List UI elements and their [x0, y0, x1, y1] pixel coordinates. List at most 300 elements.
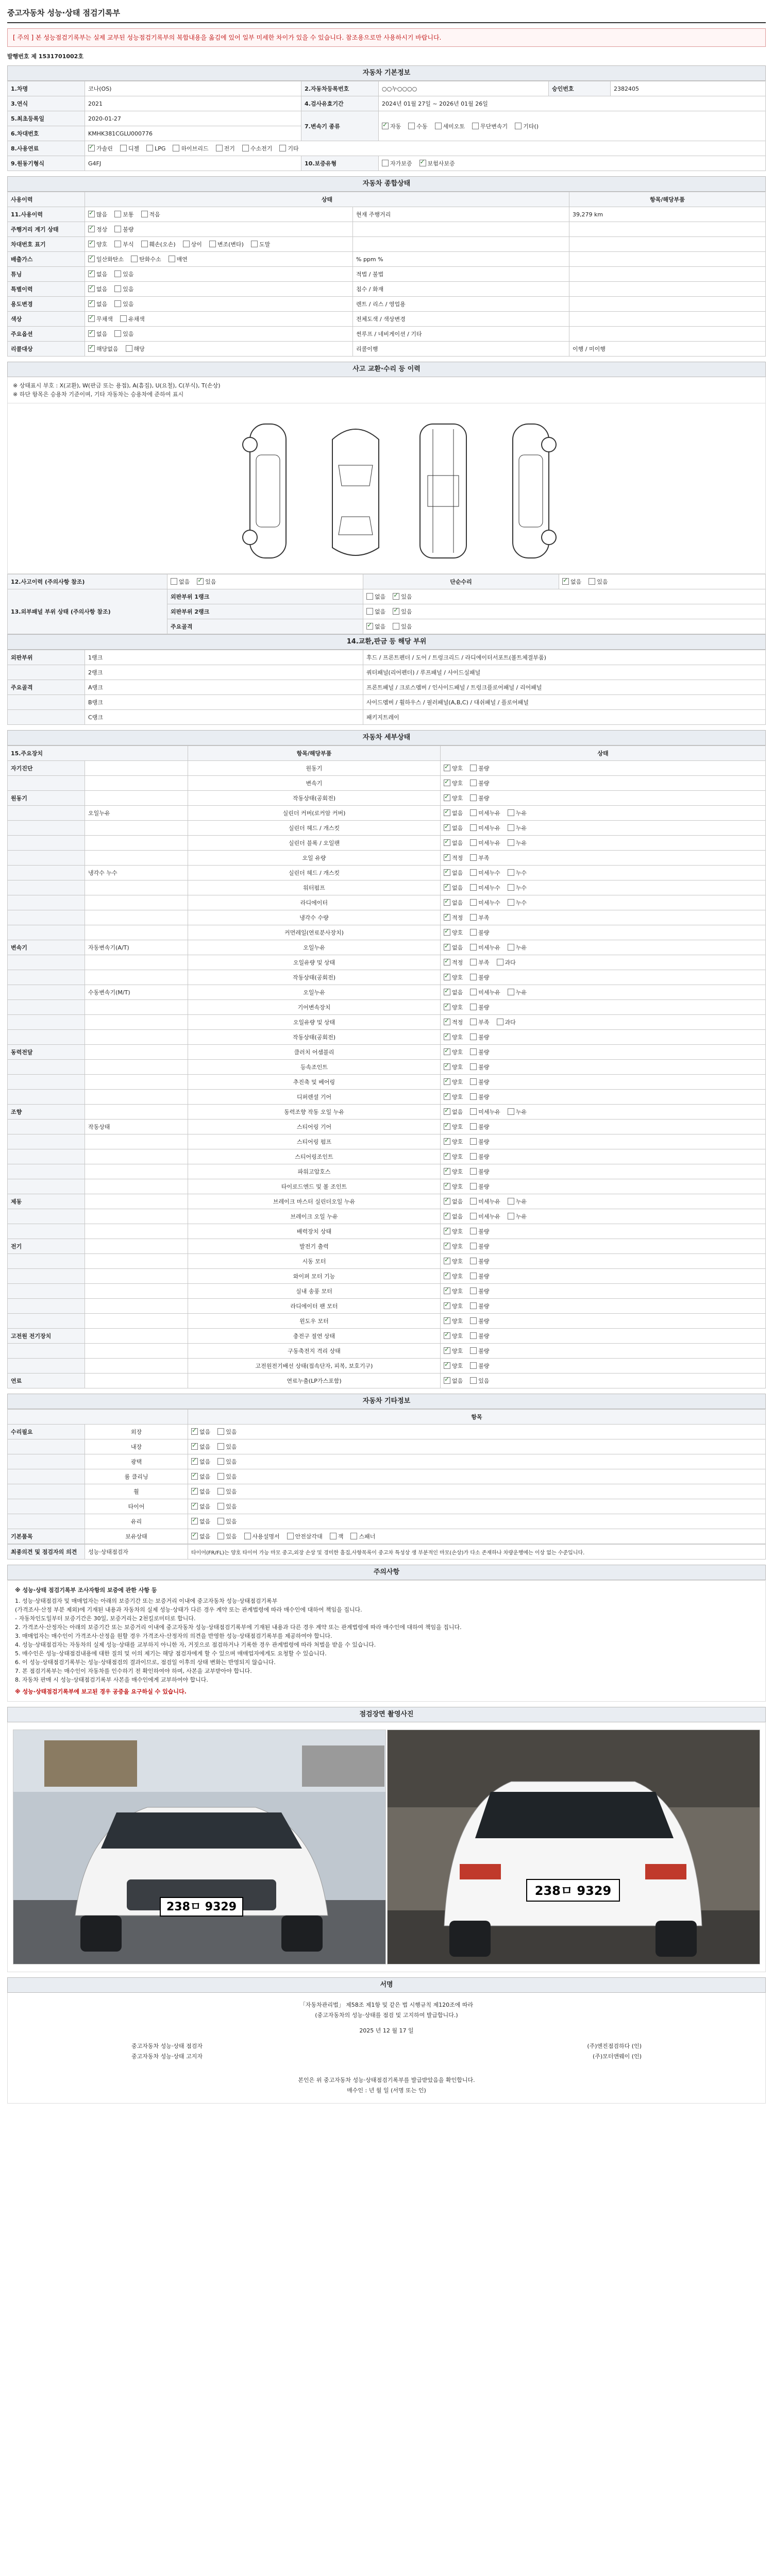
checkbox-icon[interactable]: [88, 285, 95, 292]
checkbox-icon[interactable]: [508, 944, 514, 951]
checkbox-option[interactable]: 과다: [497, 1018, 516, 1026]
checkbox-icon[interactable]: [470, 1302, 477, 1309]
checkbox-icon[interactable]: [508, 884, 514, 891]
checkbox-option[interactable]: 누유: [508, 988, 527, 996]
checkbox-icon[interactable]: [191, 1428, 198, 1435]
checkbox-option[interactable]: 과다: [497, 958, 516, 967]
checkbox-icon[interactable]: [444, 1377, 450, 1384]
checkbox-option[interactable]: 불량: [470, 1242, 489, 1250]
checkbox-icon[interactable]: [470, 899, 477, 906]
checkbox-icon[interactable]: [88, 145, 95, 151]
checkbox-icon[interactable]: [444, 959, 450, 965]
checkbox-option[interactable]: 불량: [470, 1063, 489, 1071]
checkbox-icon[interactable]: [470, 1287, 477, 1294]
checkbox-icon[interactable]: [508, 1213, 514, 1219]
checkbox-icon[interactable]: [366, 608, 373, 615]
checkbox-icon[interactable]: [444, 794, 450, 801]
checkbox-option[interactable]: 하이브리드: [173, 144, 208, 152]
checkbox-icon[interactable]: [114, 330, 121, 337]
checkbox-option[interactable]: 누수: [508, 884, 527, 892]
checkbox-option[interactable]: ✓ 없음: [88, 285, 107, 293]
checkbox-icon[interactable]: [470, 1258, 477, 1264]
checkbox-option[interactable]: ✓ 많음: [88, 210, 107, 218]
checkbox-icon[interactable]: [444, 1362, 450, 1369]
checkbox-option[interactable]: ✓ 양호: [444, 1287, 463, 1295]
checkbox-icon[interactable]: [393, 608, 399, 615]
checkbox-icon[interactable]: [444, 869, 450, 876]
checkbox-option[interactable]: 불량: [470, 1048, 489, 1056]
checkbox-icon[interactable]: [444, 824, 450, 831]
checkbox-icon[interactable]: [497, 1019, 503, 1025]
checkbox-icon[interactable]: [444, 1153, 450, 1160]
checkbox-icon[interactable]: [444, 765, 450, 771]
checkbox-icon[interactable]: [244, 1533, 251, 1539]
checkbox-icon[interactable]: [393, 593, 399, 600]
checkbox-icon[interactable]: [408, 123, 415, 129]
checkbox-option[interactable]: ✓ 양호: [444, 1332, 463, 1340]
checkbox-icon[interactable]: [171, 578, 177, 585]
checkbox-icon[interactable]: [472, 123, 479, 129]
checkbox-option[interactable]: 불량: [470, 1033, 489, 1041]
checkbox-icon[interactable]: [191, 1443, 198, 1450]
checkbox-option[interactable]: 있음: [217, 1487, 237, 1496]
checkbox-option[interactable]: 수소전기: [242, 144, 273, 152]
checkbox-icon[interactable]: [88, 256, 95, 262]
checkbox-icon[interactable]: [146, 145, 153, 151]
checkbox-option[interactable]: 누유: [508, 1108, 527, 1116]
checkbox-option[interactable]: 불량: [470, 973, 489, 981]
checkbox-icon[interactable]: [470, 1078, 477, 1085]
checkbox-icon[interactable]: [470, 1347, 477, 1354]
checkbox-option[interactable]: ✓ 양호: [444, 1063, 463, 1071]
checkbox-option[interactable]: 부식: [114, 240, 133, 248]
checkbox-option[interactable]: ✓ 없음: [444, 809, 463, 817]
checkbox-option[interactable]: 불량: [470, 1257, 489, 1265]
checkbox-icon[interactable]: [444, 914, 450, 921]
checkbox-icon[interactable]: [470, 929, 477, 936]
checkbox-option[interactable]: ✓ 양호: [444, 928, 463, 937]
checkbox-icon[interactable]: [444, 1273, 450, 1279]
checkbox-icon[interactable]: [470, 1063, 477, 1070]
checkbox-icon[interactable]: [114, 300, 121, 307]
checkbox-icon[interactable]: [497, 959, 503, 965]
checkbox-icon[interactable]: [444, 1183, 450, 1190]
checkbox-option[interactable]: 미세누유: [470, 809, 500, 817]
checkbox-option[interactable]: ✓ 가솔린: [88, 144, 113, 152]
checkbox-option[interactable]: ✓ 양호: [444, 1182, 463, 1191]
checkbox-option[interactable]: 미세누수: [470, 869, 500, 877]
checkbox-icon[interactable]: [217, 1458, 224, 1465]
checkbox-icon[interactable]: [470, 1198, 477, 1205]
checkbox-icon[interactable]: [251, 241, 258, 247]
checkbox-icon[interactable]: [470, 1362, 477, 1369]
checkbox-icon[interactable]: [470, 839, 477, 846]
checkbox-option[interactable]: 전기: [216, 144, 235, 152]
checkbox-option[interactable]: 기타(): [515, 122, 539, 130]
checkbox-option[interactable]: ✓ 보험사보증: [419, 159, 455, 167]
checkbox-icon[interactable]: [515, 123, 522, 129]
checkbox-option[interactable]: 불량: [470, 1287, 489, 1295]
checkbox-option[interactable]: ✓ 없음: [88, 330, 107, 338]
checkbox-option[interactable]: 훼손(오손): [141, 240, 176, 248]
checkbox-option[interactable]: 해당: [126, 345, 145, 353]
checkbox-option[interactable]: ✓ 없음: [444, 943, 463, 952]
checkbox-option[interactable]: 누유: [508, 943, 527, 952]
checkbox-option[interactable]: 안전삼각대: [287, 1532, 323, 1540]
checkbox-option[interactable]: 상이: [183, 240, 202, 248]
checkbox-icon[interactable]: [209, 241, 216, 247]
checkbox-icon[interactable]: [444, 989, 450, 995]
checkbox-option[interactable]: 무단변속기: [472, 122, 508, 130]
checkbox-option[interactable]: 불량: [470, 1332, 489, 1340]
checkbox-icon[interactable]: [114, 285, 121, 292]
checkbox-option[interactable]: 없음: [171, 578, 190, 586]
checkbox-option[interactable]: 자가보증: [382, 159, 412, 167]
checkbox-icon[interactable]: [131, 256, 138, 262]
checkbox-icon[interactable]: [470, 1138, 477, 1145]
checkbox-option[interactable]: ✓ 적정: [444, 1018, 463, 1026]
checkbox-option[interactable]: 미세누유: [470, 1212, 500, 1221]
checkbox-icon[interactable]: [470, 854, 477, 861]
checkbox-option[interactable]: 있음: [589, 578, 608, 586]
checkbox-icon[interactable]: [217, 1518, 224, 1524]
checkbox-option[interactable]: ✓ 없음: [444, 899, 463, 907]
checkbox-icon[interactable]: [350, 1533, 357, 1539]
checkbox-option[interactable]: ✓ 없음: [191, 1532, 210, 1540]
checkbox-option[interactable]: 누유: [508, 839, 527, 847]
checkbox-option[interactable]: ✓ 정상: [88, 225, 107, 233]
checkbox-icon[interactable]: [173, 145, 179, 151]
checkbox-icon[interactable]: [444, 1048, 450, 1055]
checkbox-option[interactable]: ✓ 양호: [444, 1242, 463, 1250]
checkbox-option[interactable]: ✓ 없음: [562, 578, 581, 586]
checkbox-option[interactable]: ✓ 무채색: [88, 315, 113, 323]
checkbox-option[interactable]: 사용설명서: [244, 1532, 280, 1540]
checkbox-option[interactable]: 불량: [470, 1182, 489, 1191]
checkbox-option[interactable]: 불량: [470, 1093, 489, 1101]
checkbox-option[interactable]: 누유: [508, 1212, 527, 1221]
checkbox-option[interactable]: ✓ 없음: [366, 622, 385, 631]
checkbox-icon[interactable]: [191, 1458, 198, 1465]
checkbox-icon[interactable]: [444, 1138, 450, 1145]
checkbox-icon[interactable]: [444, 1123, 450, 1130]
checkbox-icon[interactable]: [470, 959, 477, 965]
checkbox-icon[interactable]: [217, 1488, 224, 1495]
checkbox-option[interactable]: ✓ 양호: [444, 1153, 463, 1161]
checkbox-option[interactable]: 미세누유: [470, 824, 500, 832]
checkbox-icon[interactable]: [191, 1518, 198, 1524]
checkbox-icon[interactable]: [191, 1533, 198, 1539]
checkbox-icon[interactable]: [508, 1108, 514, 1115]
checkbox-icon[interactable]: [114, 270, 121, 277]
checkbox-icon[interactable]: [470, 1183, 477, 1190]
checkbox-icon[interactable]: [470, 794, 477, 801]
checkbox-option[interactable]: 부족: [470, 913, 489, 922]
checkbox-icon[interactable]: [444, 1228, 450, 1234]
checkbox-option[interactable]: 미세누유: [470, 988, 500, 996]
checkbox-icon[interactable]: [287, 1533, 294, 1539]
checkbox-icon[interactable]: [470, 1004, 477, 1010]
checkbox-option[interactable]: 없음: [366, 592, 385, 601]
checkbox-option[interactable]: ✓ 없음: [191, 1517, 210, 1526]
checkbox-option[interactable]: ✓ 양호: [444, 1123, 463, 1131]
checkbox-icon[interactable]: [444, 884, 450, 891]
checkbox-icon[interactable]: [470, 1123, 477, 1130]
checkbox-option[interactable]: 적음: [141, 210, 160, 218]
checkbox-icon[interactable]: [470, 1317, 477, 1324]
checkbox-option[interactable]: 부족: [470, 854, 489, 862]
checkbox-option[interactable]: 보통: [114, 210, 133, 218]
checkbox-option[interactable]: ✓ 양호: [444, 1227, 463, 1235]
checkbox-option[interactable]: 있음: [217, 1532, 237, 1540]
checkbox-option[interactable]: 디젤: [120, 144, 139, 152]
checkbox-option[interactable]: 미세누유: [470, 943, 500, 952]
checkbox-icon[interactable]: [444, 1243, 450, 1249]
checkbox-icon[interactable]: [444, 809, 450, 816]
checkbox-option[interactable]: 불량: [470, 1078, 489, 1086]
checkbox-icon[interactable]: [470, 809, 477, 816]
checkbox-option[interactable]: 불량: [470, 928, 489, 937]
checkbox-option[interactable]: ✓ 양호: [444, 764, 463, 772]
checkbox-option[interactable]: ✓ 없음: [444, 988, 463, 996]
checkbox-option[interactable]: LPG: [146, 145, 165, 152]
checkbox-icon[interactable]: [217, 1503, 224, 1510]
checkbox-option[interactable]: ✓ 있음: [393, 592, 412, 601]
checkbox-icon[interactable]: [470, 765, 477, 771]
checkbox-icon[interactable]: [470, 1019, 477, 1025]
checkbox-icon[interactable]: [444, 1302, 450, 1309]
checkbox-icon[interactable]: [444, 974, 450, 980]
checkbox-icon[interactable]: [470, 944, 477, 951]
checkbox-icon[interactable]: [470, 884, 477, 891]
checkbox-option[interactable]: 부족: [470, 958, 489, 967]
checkbox-icon[interactable]: [444, 1198, 450, 1205]
checkbox-icon[interactable]: [366, 593, 373, 600]
checkbox-icon[interactable]: [444, 1063, 450, 1070]
checkbox-option[interactable]: ✓ 양호: [444, 1003, 463, 1011]
checkbox-option[interactable]: ✓ 양호: [444, 1078, 463, 1086]
checkbox-icon[interactable]: [242, 145, 249, 151]
checkbox-icon[interactable]: [470, 1273, 477, 1279]
checkbox-icon[interactable]: [88, 270, 95, 277]
checkbox-option[interactable]: 누유: [508, 809, 527, 817]
checkbox-icon[interactable]: [88, 211, 95, 217]
checkbox-option[interactable]: 세미오토: [435, 122, 465, 130]
checkbox-option[interactable]: ✓ 없음: [444, 869, 463, 877]
checkbox-option[interactable]: 불량: [470, 764, 489, 772]
checkbox-option[interactable]: ✓ 없음: [444, 1108, 463, 1116]
checkbox-option[interactable]: ✓ 양호: [88, 240, 107, 248]
checkbox-icon[interactable]: [444, 1258, 450, 1264]
checkbox-icon[interactable]: [444, 1093, 450, 1100]
checkbox-icon[interactable]: [191, 1488, 198, 1495]
checkbox-icon[interactable]: [183, 241, 190, 247]
checkbox-option[interactable]: ✓ 없음: [191, 1487, 210, 1496]
checkbox-option[interactable]: ✓ 자동: [382, 122, 401, 130]
checkbox-option[interactable]: ✓ 양호: [444, 1138, 463, 1146]
checkbox-option[interactable]: 있음: [114, 270, 133, 278]
checkbox-option[interactable]: 불량: [470, 1272, 489, 1280]
checkbox-option[interactable]: ✓ 양호: [444, 1272, 463, 1280]
checkbox-option[interactable]: 있음: [217, 1428, 237, 1436]
checkbox-option[interactable]: ✓ 적정: [444, 854, 463, 862]
checkbox-option[interactable]: 있음: [217, 1517, 237, 1526]
checkbox-icon[interactable]: [470, 1048, 477, 1055]
checkbox-option[interactable]: 미세누수: [470, 899, 500, 907]
checkbox-icon[interactable]: [435, 123, 442, 129]
checkbox-icon[interactable]: [88, 315, 95, 322]
checkbox-option[interactable]: ✓ 없음: [191, 1472, 210, 1481]
checkbox-option[interactable]: ✓ 없음: [191, 1443, 210, 1451]
checkbox-icon[interactable]: [393, 623, 399, 630]
checkbox-icon[interactable]: [216, 145, 223, 151]
checkbox-option[interactable]: ✓ 적정: [444, 913, 463, 922]
checkbox-icon[interactable]: [217, 1428, 224, 1435]
checkbox-option[interactable]: 미세누유: [470, 1108, 500, 1116]
checkbox-icon[interactable]: [508, 839, 514, 846]
checkbox-option[interactable]: 매연: [169, 255, 188, 263]
checkbox-icon[interactable]: [88, 241, 95, 247]
checkbox-option[interactable]: 누수: [508, 869, 527, 877]
checkbox-option[interactable]: ✓ 양호: [444, 794, 463, 802]
checkbox-option[interactable]: ✓ 양호: [444, 1317, 463, 1325]
checkbox-icon[interactable]: [470, 1033, 477, 1040]
checkbox-icon[interactable]: [444, 1168, 450, 1175]
checkbox-option[interactable]: 기타: [279, 144, 298, 152]
checkbox-icon[interactable]: [419, 160, 426, 166]
checkbox-option[interactable]: 변조(변타): [209, 240, 244, 248]
checkbox-icon[interactable]: [470, 1168, 477, 1175]
checkbox-icon[interactable]: [88, 345, 95, 352]
checkbox-icon[interactable]: [562, 578, 569, 585]
checkbox-icon[interactable]: [217, 1533, 224, 1539]
checkbox-icon[interactable]: [470, 914, 477, 921]
checkbox-option[interactable]: 불량: [470, 1227, 489, 1235]
checkbox-icon[interactable]: [470, 824, 477, 831]
checkbox-option[interactable]: ✓ 없음: [88, 300, 107, 308]
checkbox-icon[interactable]: [444, 1004, 450, 1010]
checkbox-option[interactable]: 누유: [508, 824, 527, 832]
checkbox-option[interactable]: ✓ 없음: [191, 1458, 210, 1466]
checkbox-icon[interactable]: [141, 211, 148, 217]
checkbox-option[interactable]: ✓ 양호: [444, 1347, 463, 1355]
checkbox-icon[interactable]: [279, 145, 286, 151]
checkbox-option[interactable]: 불량: [470, 1167, 489, 1176]
checkbox-option[interactable]: ✓ 양호: [444, 1033, 463, 1041]
checkbox-icon[interactable]: [169, 256, 175, 262]
checkbox-icon[interactable]: [444, 944, 450, 951]
checkbox-option[interactable]: 불량: [470, 794, 489, 802]
checkbox-icon[interactable]: [120, 145, 127, 151]
checkbox-icon[interactable]: [114, 241, 121, 247]
checkbox-option[interactable]: ✓ 없음: [191, 1428, 210, 1436]
checkbox-option[interactable]: 없음: [366, 607, 385, 616]
checkbox-option[interactable]: 불량: [470, 1362, 489, 1370]
checkbox-option[interactable]: ✓ 적정: [444, 958, 463, 967]
checkbox-option[interactable]: 누유: [508, 1197, 527, 1206]
checkbox-option[interactable]: 있음: [217, 1472, 237, 1481]
checkbox-icon[interactable]: [382, 160, 389, 166]
checkbox-option[interactable]: ✓ 양호: [444, 1362, 463, 1370]
checkbox-option[interactable]: ✓ 양호: [444, 1048, 463, 1056]
checkbox-option[interactable]: 누수: [508, 899, 527, 907]
checkbox-option[interactable]: ✓ 없음: [444, 824, 463, 832]
checkbox-option[interactable]: 불량: [470, 1317, 489, 1325]
checkbox-option[interactable]: ✓ 있음: [197, 578, 216, 586]
checkbox-icon[interactable]: [197, 578, 204, 585]
checkbox-option[interactable]: ✓ 양호: [444, 1093, 463, 1101]
checkbox-option[interactable]: 잭: [330, 1532, 344, 1540]
checkbox-icon[interactable]: [444, 1108, 450, 1115]
checkbox-option[interactable]: 부족: [470, 1018, 489, 1026]
checkbox-option[interactable]: 수동: [408, 122, 427, 130]
checkbox-icon[interactable]: [366, 623, 373, 630]
checkbox-icon[interactable]: [470, 1228, 477, 1234]
checkbox-icon[interactable]: [470, 1243, 477, 1249]
checkbox-icon[interactable]: [120, 315, 127, 322]
checkbox-option[interactable]: ✓ 없음: [88, 270, 107, 278]
checkbox-icon[interactable]: [508, 869, 514, 876]
checkbox-icon[interactable]: [444, 1019, 450, 1025]
checkbox-icon[interactable]: [444, 1033, 450, 1040]
checkbox-icon[interactable]: [88, 300, 95, 307]
checkbox-option[interactable]: 미세누유: [470, 1197, 500, 1206]
checkbox-option[interactable]: 있음: [114, 330, 133, 338]
checkbox-icon[interactable]: [88, 226, 95, 232]
checkbox-icon[interactable]: [470, 989, 477, 995]
checkbox-icon[interactable]: [114, 211, 121, 217]
checkbox-icon[interactable]: [444, 1213, 450, 1219]
checkbox-icon[interactable]: [444, 1332, 450, 1339]
checkbox-icon[interactable]: [589, 578, 595, 585]
checkbox-icon[interactable]: [444, 1347, 450, 1354]
checkbox-option[interactable]: ✓ 없음: [444, 1377, 463, 1385]
checkbox-option[interactable]: 탄화수소: [131, 255, 161, 263]
checkbox-icon[interactable]: [470, 1153, 477, 1160]
checkbox-option[interactable]: 불량: [470, 1138, 489, 1146]
checkbox-option[interactable]: 불량: [470, 1153, 489, 1161]
checkbox-option[interactable]: ✓ 해당없음: [88, 345, 119, 353]
checkbox-option[interactable]: ✓ 없음: [444, 1197, 463, 1206]
checkbox-icon[interactable]: [444, 1287, 450, 1294]
checkbox-option[interactable]: 있음: [393, 622, 412, 631]
checkbox-option[interactable]: 있음: [217, 1443, 237, 1451]
checkbox-option[interactable]: ✓ 없음: [444, 884, 463, 892]
checkbox-icon[interactable]: [508, 824, 514, 831]
checkbox-icon[interactable]: [470, 974, 477, 980]
checkbox-option[interactable]: 불량: [114, 225, 133, 233]
checkbox-option[interactable]: ✓ 있음: [393, 607, 412, 616]
checkbox-icon[interactable]: [470, 1377, 477, 1384]
checkbox-icon[interactable]: [191, 1503, 198, 1510]
checkbox-icon[interactable]: [470, 1213, 477, 1219]
checkbox-icon[interactable]: [508, 1198, 514, 1205]
checkbox-option[interactable]: 불량: [470, 1347, 489, 1355]
checkbox-option[interactable]: 불량: [470, 779, 489, 787]
checkbox-icon[interactable]: [444, 854, 450, 861]
checkbox-option[interactable]: 불량: [470, 1302, 489, 1310]
checkbox-icon[interactable]: [217, 1443, 224, 1450]
checkbox-option[interactable]: 유채색: [120, 315, 145, 323]
checkbox-icon[interactable]: [114, 226, 121, 232]
checkbox-option[interactable]: 있음: [217, 1502, 237, 1511]
checkbox-icon[interactable]: [444, 1317, 450, 1324]
checkbox-option[interactable]: 미세누수: [470, 884, 500, 892]
checkbox-option[interactable]: 미세누유: [470, 839, 500, 847]
checkbox-icon[interactable]: [444, 1078, 450, 1085]
checkbox-option[interactable]: ✓ 없음: [444, 839, 463, 847]
checkbox-icon[interactable]: [508, 809, 514, 816]
